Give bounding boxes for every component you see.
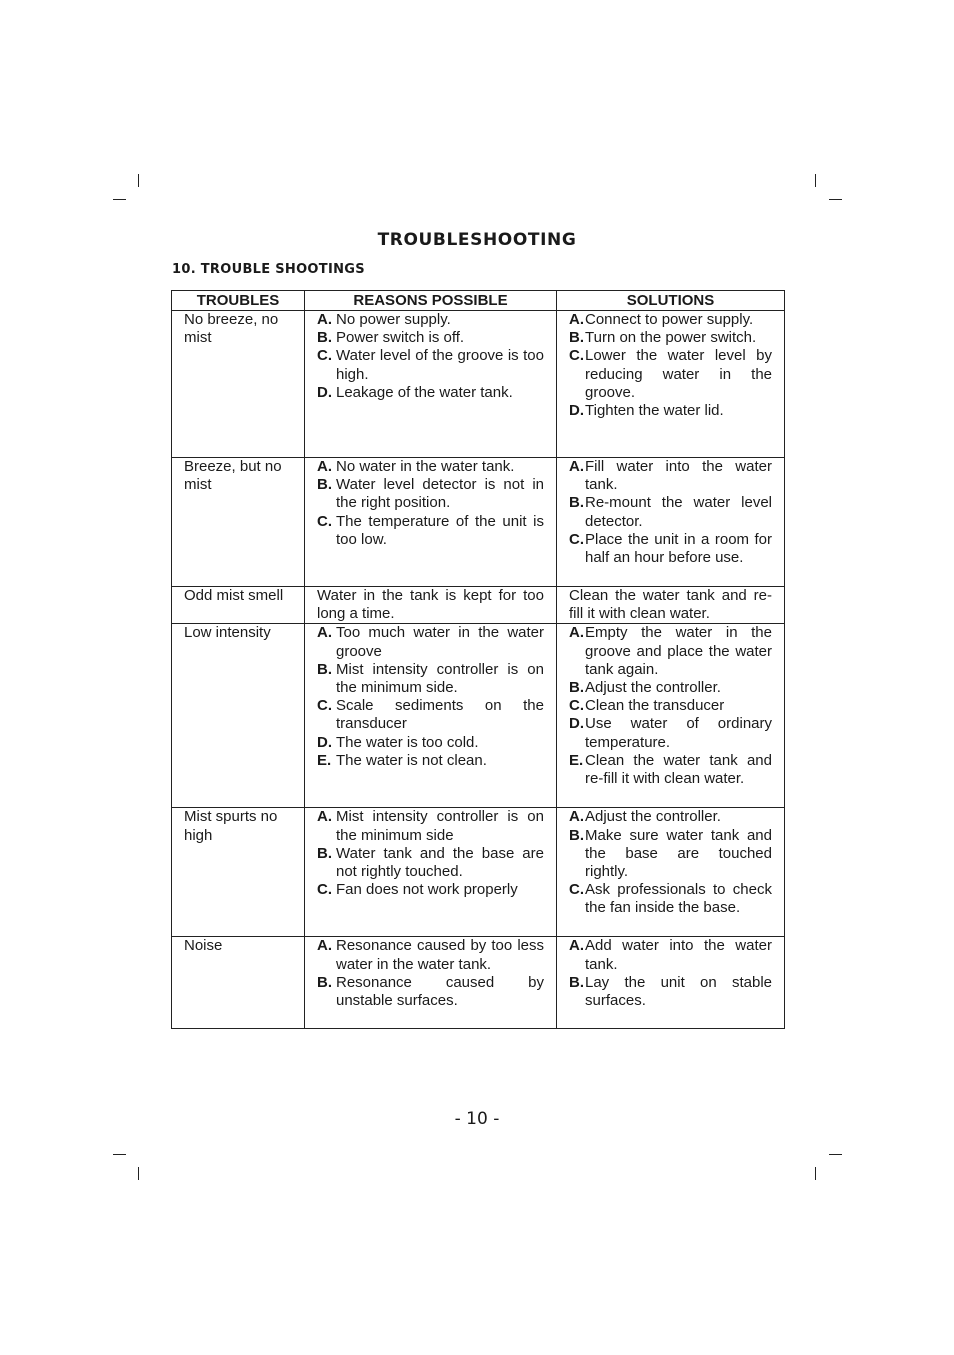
reason-label: A. bbox=[317, 624, 332, 642]
reason-item bbox=[317, 697, 544, 733]
solution-text: Empty the water in the groove and place the water tank again. bbox=[585, 624, 772, 678]
reason-item bbox=[317, 661, 544, 697]
solution-text: Make sure water tank and the base are touched rightly. bbox=[585, 826, 772, 881]
reason-item bbox=[317, 347, 544, 383]
reason-label: C. bbox=[317, 697, 332, 715]
reason-label: B. bbox=[317, 973, 332, 991]
reasons-cell: Water in the tank is kept for too long a time. bbox=[305, 587, 557, 624]
solution-item bbox=[569, 402, 772, 420]
reason-item bbox=[317, 845, 544, 881]
table-row bbox=[172, 808, 785, 937]
crop-mark-top-right-horizontal bbox=[829, 199, 842, 200]
solution-item bbox=[569, 679, 772, 697]
crop-mark-bottom-right-horizontal bbox=[829, 1154, 842, 1155]
solution-label: C. bbox=[569, 347, 584, 365]
solutions-cell bbox=[557, 937, 785, 1029]
solution-label: A. bbox=[569, 937, 584, 955]
header-troubles: TROUBLES bbox=[172, 291, 305, 311]
header-reasons: REASONS POSSIBLE bbox=[305, 291, 557, 311]
table-row bbox=[172, 624, 785, 808]
solution-item bbox=[569, 752, 772, 788]
solution-label: D. bbox=[569, 715, 584, 733]
reason-item bbox=[317, 513, 544, 549]
crop-mark-top-left-horizontal bbox=[113, 199, 126, 200]
reason-label: B. bbox=[317, 476, 332, 494]
reason-item bbox=[317, 881, 544, 899]
reason-item bbox=[317, 808, 544, 844]
solution-item bbox=[569, 329, 772, 347]
reason-item bbox=[317, 624, 544, 660]
reason-label: B. bbox=[317, 844, 332, 862]
reason-item bbox=[317, 329, 544, 347]
reason-label: A. bbox=[317, 808, 332, 826]
solution-item bbox=[569, 494, 772, 530]
crop-mark-bottom-right-vertical bbox=[815, 1167, 816, 1180]
solution-text: Use water of ordinary temperature. bbox=[585, 715, 772, 751]
reason-item bbox=[317, 476, 544, 512]
solution-text: Lower the water level by reducing water in the groove. bbox=[585, 347, 772, 401]
table-row bbox=[172, 311, 785, 458]
troubleshooting-table bbox=[171, 290, 785, 1029]
reason-text: Water level of the groove is too high. bbox=[336, 347, 544, 383]
solution-label: C. bbox=[569, 697, 584, 715]
solution-item bbox=[569, 937, 772, 973]
solution-text: Turn on the power switch. bbox=[585, 329, 757, 347]
trouble-cell: Odd mist smell bbox=[172, 587, 305, 624]
table-row bbox=[172, 587, 785, 624]
solution-text: Clean the transducer bbox=[585, 697, 725, 715]
solutions-cell bbox=[557, 624, 785, 808]
solution-item bbox=[569, 697, 772, 715]
solution-item bbox=[569, 311, 772, 329]
reason-text: No water in the water tank. bbox=[336, 458, 515, 475]
table-header-row bbox=[172, 291, 785, 311]
solution-label: B. bbox=[569, 973, 584, 991]
solution-label: E. bbox=[569, 751, 584, 769]
solution-text: Ask professionals to check the fan inside the base. bbox=[585, 881, 772, 917]
solution-label: D. bbox=[569, 402, 584, 420]
reason-label: C. bbox=[317, 347, 332, 365]
crop-mark-top-right-vertical bbox=[815, 174, 816, 187]
reason-text: Power switch is off. bbox=[336, 329, 465, 347]
table-row bbox=[172, 458, 785, 587]
reason-label: C. bbox=[317, 881, 332, 899]
reason-label: B. bbox=[317, 660, 332, 678]
reason-item bbox=[317, 752, 544, 770]
solution-label: B. bbox=[569, 494, 584, 512]
reasons-cell bbox=[305, 311, 557, 458]
reason-label: A. bbox=[317, 458, 332, 475]
solution-item bbox=[569, 531, 772, 567]
reason-text: The water is not clean. bbox=[336, 751, 487, 769]
solution-text: Fill water into the water tank. bbox=[585, 458, 772, 494]
reason-text: Mist intensity controller is on the minimum side. bbox=[336, 660, 544, 697]
solutions-cell bbox=[557, 311, 785, 458]
solution-label: C. bbox=[569, 530, 584, 548]
reasons-cell bbox=[305, 808, 557, 937]
solution-label: A. bbox=[569, 458, 584, 475]
solution-label: B. bbox=[569, 679, 584, 697]
table-row bbox=[172, 937, 785, 1029]
solutions-cell bbox=[557, 808, 785, 937]
header-solutions: SOLUTIONS bbox=[557, 291, 785, 311]
solutions-cell: Clean the water tank and re-fill it with clean water. bbox=[557, 587, 785, 624]
reason-text: Leakage of the water tank. bbox=[336, 383, 513, 401]
reason-label: A. bbox=[317, 311, 332, 328]
reason-text: The water is too cold. bbox=[336, 733, 479, 751]
solution-text: Adjust the controller. bbox=[585, 679, 721, 697]
solution-label: B. bbox=[569, 826, 584, 844]
reason-text: The temperature of the unit is too low. bbox=[336, 512, 544, 548]
reason-text: Resonance caused by unstable surfaces. bbox=[336, 973, 544, 1010]
solution-item bbox=[569, 715, 772, 751]
trouble-cell: Low intensity bbox=[172, 624, 305, 808]
reasons-cell bbox=[305, 937, 557, 1029]
solution-item bbox=[569, 347, 772, 402]
solution-text: Clean the water tank and re-fill it with clean water. bbox=[585, 751, 772, 788]
page-title: TROUBLESHOOTING bbox=[377, 230, 577, 250]
page-number: - 10 - bbox=[454, 1109, 500, 1129]
crop-mark-top-left-vertical bbox=[138, 174, 139, 187]
reason-item bbox=[317, 734, 544, 752]
solution-item bbox=[569, 974, 772, 1010]
solution-label: A. bbox=[569, 808, 584, 826]
reason-text: Resonance caused by too less water in the water tank. bbox=[336, 937, 544, 973]
solution-text: Add water into the water tank. bbox=[585, 937, 772, 973]
reason-label: E. bbox=[317, 751, 332, 769]
reason-text: Scale sediments on the transducer bbox=[336, 697, 544, 733]
reason-text: Mist intensity controller is on the minimum side bbox=[336, 808, 544, 844]
reason-item bbox=[317, 384, 544, 402]
reason-label: C. bbox=[317, 512, 332, 530]
reasons-cell bbox=[305, 624, 557, 808]
solution-text: Tighten the water lid. bbox=[585, 402, 724, 420]
reason-text: Too much water in the water groove bbox=[336, 624, 544, 660]
reason-text: No power supply. bbox=[336, 311, 451, 328]
section-heading: 10. TROUBLE SHOOTINGS bbox=[172, 262, 365, 277]
trouble-cell: No breeze, no mist bbox=[172, 311, 305, 458]
trouble-cell: Mist spurts no high bbox=[172, 808, 305, 937]
reason-text: Fan does not work properly bbox=[336, 881, 518, 899]
reason-item bbox=[317, 311, 544, 329]
trouble-cell: Breeze, but no mist bbox=[172, 458, 305, 587]
trouble-cell: Noise bbox=[172, 937, 305, 1029]
solution-item bbox=[569, 808, 772, 826]
solution-text: Re-mount the water level detector. bbox=[585, 494, 772, 530]
reason-item bbox=[317, 937, 544, 973]
reason-text: Water tank and the base are not rightly touched. bbox=[336, 844, 544, 881]
reason-label: A. bbox=[317, 937, 332, 955]
solution-label: A. bbox=[569, 311, 584, 328]
crop-mark-bottom-left-horizontal bbox=[113, 1154, 126, 1155]
solution-label: C. bbox=[569, 881, 584, 899]
solution-label: A. bbox=[569, 624, 584, 642]
reason-label: D. bbox=[317, 733, 332, 751]
solution-item bbox=[569, 624, 772, 679]
solution-text: Adjust the controller. bbox=[585, 808, 721, 826]
solution-text: Place the unit in a room for half an hour before use. bbox=[585, 530, 772, 567]
crop-mark-bottom-left-vertical bbox=[138, 1167, 139, 1180]
solution-item bbox=[569, 881, 772, 917]
solution-item bbox=[569, 827, 772, 882]
solutions-cell bbox=[557, 458, 785, 587]
solution-label: B. bbox=[569, 329, 584, 347]
solution-text: Connect to power supply. bbox=[585, 311, 754, 328]
reason-text: Water level detector is not in the right position. bbox=[336, 476, 544, 512]
reason-item bbox=[317, 458, 544, 476]
reason-label: D. bbox=[317, 383, 332, 401]
solution-item bbox=[569, 458, 772, 494]
solution-text: Lay the unit on stable surfaces. bbox=[585, 973, 772, 1010]
reasons-cell bbox=[305, 458, 557, 587]
reason-item bbox=[317, 974, 544, 1010]
reason-label: B. bbox=[317, 329, 332, 347]
